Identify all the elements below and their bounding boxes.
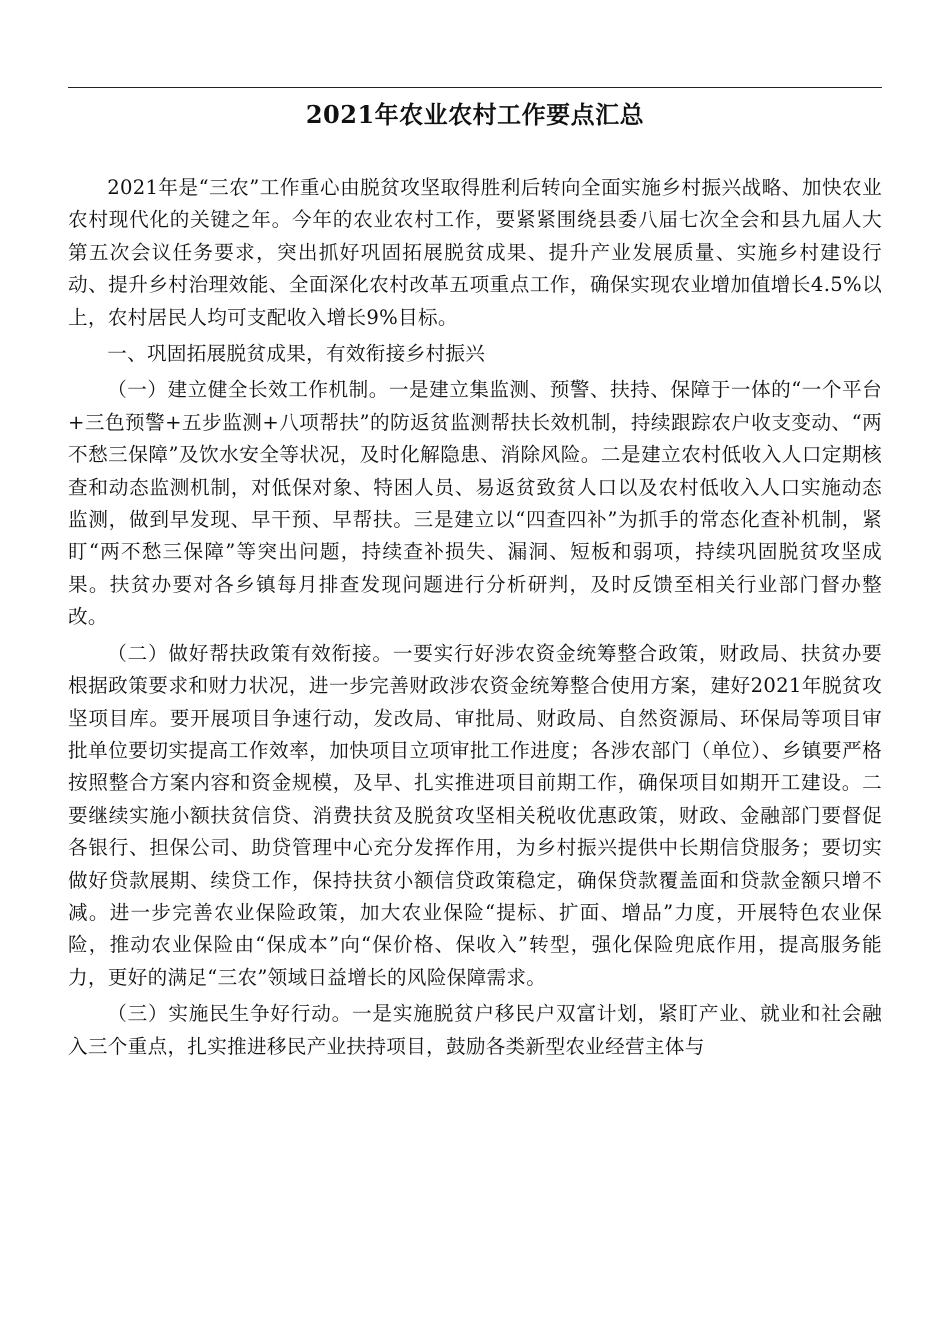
document-title: 2021年农业农村工作要点汇总 [305,100,645,129]
header-rule [68,87,882,88]
section-heading-1: 一、巩固拓展脱贫成果，有效衔接乡村振兴 [107,342,486,366]
intro-paragraph: 2021年是“三农”工作重心由脱贫攻坚取得胜利后转向全面实施乡村振兴战略、加快农业农村现代化的关键之年。今年的农业农村工作，要紧紧围绕县委八届七次全会和县九届人大第五次会议任务要求，突出抓好巩固拓展脱贫成果、提升产业发展质量、实施乡村建设行动、提升乡村治理效能、全面深化农村改革五项重点工作，确保实现农业增加值增长4.5%以上，农村居民人均可支配收入增长9%目标。 [68,176,882,329]
subsection-paragraph-3: （三）实施民生争好行动。一是实施脱贫户移民户双富计划，紧盯产业、就业和社会融入三个重点，扎实推进移民产业扶持项目，鼓励各类新型农业经营主体与 [68,1002,882,1058]
document-body [68,172,882,1067]
subsection-paragraph-2: （二）做好帮扶政策有效衔接。一要实行好涉农资金统筹整合政策，财政局、扶贫办要根据政策要求和财力状况，进一步完善财政涉农资金统筹整合使用方案，建好2021年脱贫攻坚项目库。要开展项目争速行动，发改局、审批局、财政局、自然资源局、环保局等项目审批单位要切实提高工作效率，加快项目立项审批工作进度；各涉农部门（单位）、乡镇要严格按照整合方案内容和资金规模，及早、扎实推进项目前期工作，确保项目如期开工建设。二要继续实施小额扶贫信贷、消费扶贫及脱贫攻坚相关税收优惠政策，财政、金融部门要督促各银行、担保公司、助贷管理中心充分发挥作用，为乡村振兴提供中长期信贷服务；要切实做好贷款展期、续贷工作，保持扶贫小额信贷政策稳定，确保贷款覆盖面和贷款金额只增不减。进一步完善农业保险政策，加大农业保险“提标、扩面、增品”力度，开展特色农业保险，推动农业保险由“保成本”向“保价格、保收入”转型，强化保险兜底作用，提高服务能力，更好的满足“三农”领域日益增长的风险保障需求。 [68,641,882,989]
subsection-paragraph-1: （一）建立健全长效工作机制。一是建立集监测、预警、扶持、保障于一体的“一个平台+三色预警+五步监测+八项帮扶”的防返贫监测帮扶长效机制，持续跟踪农户收支变动、“两不愁三保障”及饮水安全等状况，及时化解隐患、消除风险。二是建立农村低收入人口定期核查和动态监测机制，对低保对象、特困人员、易返贫致贫人口以及农村低收入人口实施动态监测，做到早发现、早干预、早帮扶。三是建立以“四查四补”为抓手的常态化查补机制，紧盯“两不愁三保障”等突出问题，持续查补损失、漏洞、短板和弱项，持续巩固脱贫攻坚成果。扶贫办要对各乡镇每月排查发现问题进行分析研判，及时反馈至相关行业部门督办整改。 [68,378,882,629]
